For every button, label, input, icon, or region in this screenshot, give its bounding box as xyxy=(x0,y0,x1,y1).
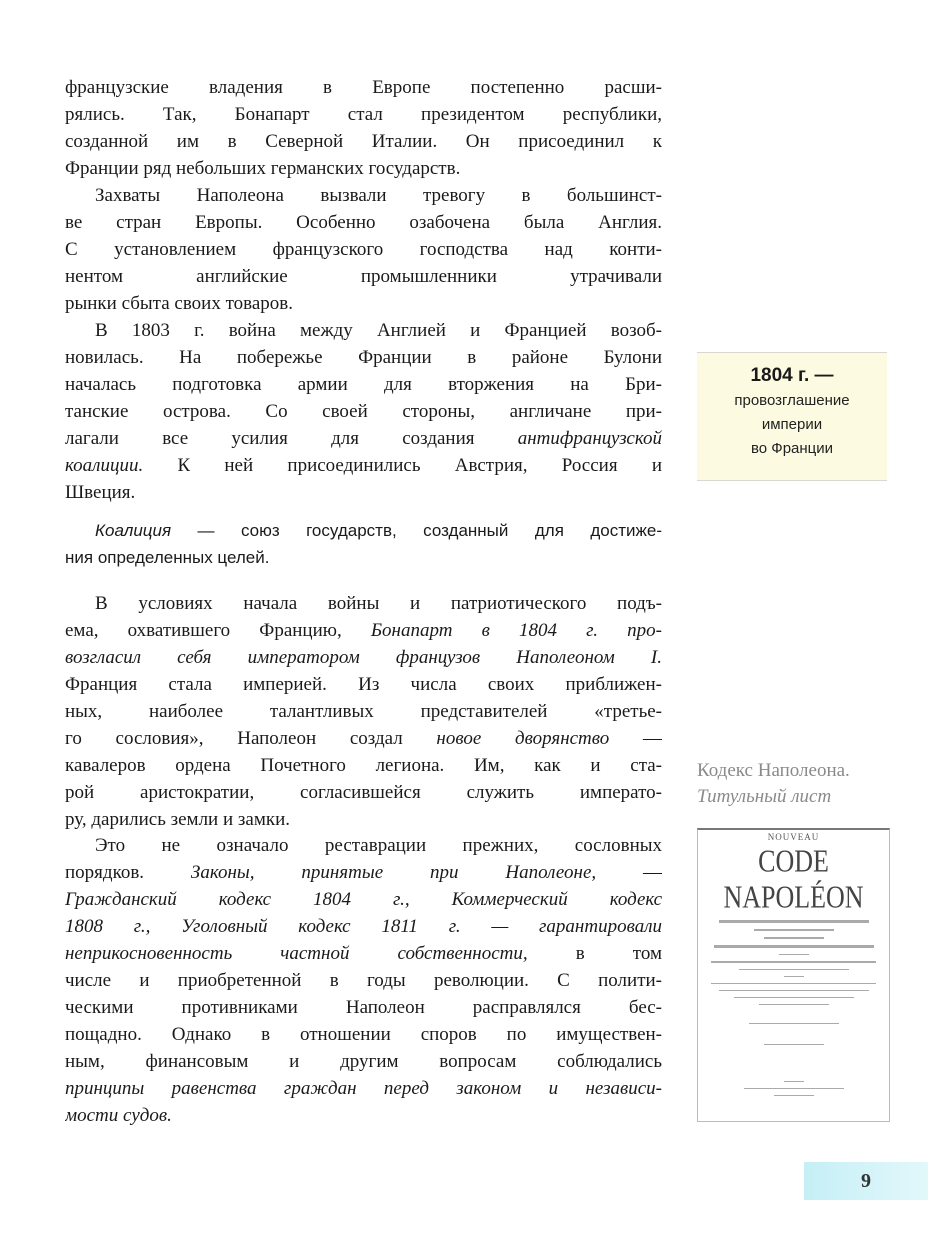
text-segment: Франции ряд небольших германских государств. xyxy=(65,158,461,179)
text-line xyxy=(65,479,662,506)
text-line xyxy=(65,182,662,209)
date-box xyxy=(697,352,887,481)
paragraph-4 xyxy=(65,590,662,833)
paragraph-2 xyxy=(65,182,662,317)
text-segment: Захваты Наполеона вызвали тревогу в большинст- xyxy=(95,185,662,206)
text-line xyxy=(65,263,662,290)
paragraph-3 xyxy=(65,317,662,506)
text-line xyxy=(65,967,662,994)
emphasized-text: новое дворянство xyxy=(436,728,610,749)
text-line xyxy=(65,209,662,236)
emphasized-text: Коалиция xyxy=(95,521,172,540)
emphasized-text: Гражданский кодекс 1804 г., Коммерческий кодекс xyxy=(65,889,662,910)
text-line xyxy=(65,698,662,725)
caption-subtitle: Титульный лист xyxy=(697,786,832,807)
text-segment: — xyxy=(609,728,662,749)
text-segment: лагали все усилия для создания xyxy=(65,428,518,449)
text-line xyxy=(65,425,662,452)
text-line xyxy=(65,1048,662,1075)
emphasized-text: Бонапарт в 1804 г. про- xyxy=(370,620,662,641)
text-segment: порядков. xyxy=(65,862,191,883)
text-segment: ческими противниками Наполеон расправлялся бес- xyxy=(65,997,662,1018)
text-segment: новилась. На побережье Франции в районе Булони xyxy=(65,347,662,368)
text-segment: ема, охватившего Францию, xyxy=(65,620,371,641)
text-segment: ных, наиболее талантливых представителей «третье- xyxy=(65,701,662,722)
text-line xyxy=(65,344,662,371)
emphasized-text: мости судов. xyxy=(65,1105,172,1126)
title-page-title: CODE NAPOLÉON xyxy=(723,844,864,915)
text-line xyxy=(65,544,662,571)
text-line xyxy=(65,779,662,806)
text-segment: ным, финансовым и другим вопросам соблюдались xyxy=(65,1051,662,1072)
text-line xyxy=(65,752,662,779)
text-segment: в том xyxy=(527,943,662,964)
text-segment: ния определенных целей. xyxy=(65,548,270,567)
text-segment: танские острова. Со своей стороны, англичане при- xyxy=(65,401,662,422)
text-line xyxy=(65,155,662,182)
text-segment: го сословия», Наполеон создал xyxy=(65,728,437,749)
text-segment: рынки сбыта своих товаров. xyxy=(65,293,294,314)
text-segment: Швеция. xyxy=(65,482,136,503)
text-line xyxy=(65,806,662,833)
emphasized-text: Законы, принятые при Наполеоне, xyxy=(190,862,597,883)
text-line xyxy=(65,832,662,859)
text-line xyxy=(65,452,662,479)
text-line xyxy=(65,644,662,671)
text-line xyxy=(65,517,662,544)
date-box-line: во Франции xyxy=(750,440,834,457)
text-segment: кавалеров ордена Почетного легиона. Им, как и ста- xyxy=(65,755,662,776)
text-line xyxy=(65,236,662,263)
text-segment: Франция стала империей. Из числа своих приближен- xyxy=(65,674,662,695)
text-segment: рой аристократии, согласившейся служить императо- xyxy=(65,782,662,803)
text-line xyxy=(65,128,662,155)
text-segment: пощадно. Однако в отношении споров по имуществен- xyxy=(65,1024,662,1045)
text-line xyxy=(65,398,662,425)
text-segment: ру, дарились земли и замки. xyxy=(65,809,291,830)
text-segment: К ней присоединились Австрия, Россия и xyxy=(143,455,662,476)
text-segment: созданной им в Северной Италии. Он присоединил к xyxy=(65,131,662,152)
text-line xyxy=(65,886,662,913)
text-line xyxy=(65,1075,662,1102)
text-line xyxy=(65,671,662,698)
page-number: 9 xyxy=(804,1162,928,1200)
text-line xyxy=(65,617,662,644)
text-line xyxy=(65,290,662,317)
emphasized-text: принципы равенства граждан перед законом и независи- xyxy=(65,1078,662,1099)
caption-title: Кодекс Наполеона. xyxy=(697,760,850,781)
text-segment: числе и приобретенной в годы революции. С полити- xyxy=(65,970,662,991)
text-line xyxy=(65,913,662,940)
title-page-print-lines xyxy=(698,920,889,1096)
text-segment: С установлением французского господства над конти- xyxy=(65,239,662,260)
code-napoleon-title-page-image xyxy=(697,828,890,1122)
text-line xyxy=(65,725,662,752)
text-segment: нентом английские промышленники утрачивали xyxy=(65,266,662,287)
text-line xyxy=(65,859,662,886)
paragraph-1 xyxy=(65,74,662,182)
text-segment: В 1803 г. война между Англией и Францией возоб- xyxy=(95,320,662,341)
text-segment: — союз государств, созданный для достиже- xyxy=(171,521,662,540)
text-segment: французские владения в Европе постепенно расши- xyxy=(65,77,662,98)
text-segment: ве стран Европы. Особенно озабочена была Англия. xyxy=(65,212,662,233)
text-line xyxy=(65,1021,662,1048)
date-box-line: империи xyxy=(761,416,823,433)
text-line xyxy=(65,994,662,1021)
emphasized-text: неприкосновенность частной собственности, xyxy=(65,943,528,964)
date-box-line: провозглашение xyxy=(734,392,850,409)
text-line xyxy=(65,317,662,344)
text-line xyxy=(65,101,662,128)
text-segment: В условиях начала войны и патриотического подъ- xyxy=(95,593,662,614)
text-line xyxy=(65,74,662,101)
emphasized-text: антифранцузской xyxy=(517,428,662,449)
emphasized-text: возгласил себя императором французов Наполеоном I. xyxy=(65,647,662,668)
date-box-year: 1804 г. — xyxy=(750,365,834,386)
title-page-top: NOUVEAU xyxy=(767,832,820,842)
text-segment: рялись. Так, Бонапарт стал президентом республики, xyxy=(65,104,662,125)
definition-coalition xyxy=(65,517,662,571)
emphasized-text: коалиции. xyxy=(65,455,144,476)
text-segment: Это не означало реставрации прежних, сословных xyxy=(95,835,662,856)
text-segment: — xyxy=(596,862,662,883)
paragraph-5 xyxy=(65,832,662,1129)
text-line xyxy=(65,590,662,617)
image-caption xyxy=(697,758,897,810)
text-line xyxy=(65,940,662,967)
emphasized-text: 1808 г., Уголовный кодекс 1811 г. — гарантировали xyxy=(65,916,662,937)
text-line xyxy=(65,1102,662,1129)
text-line xyxy=(65,371,662,398)
text-segment: началась подготовка армии для вторжения на Бри- xyxy=(65,374,662,395)
